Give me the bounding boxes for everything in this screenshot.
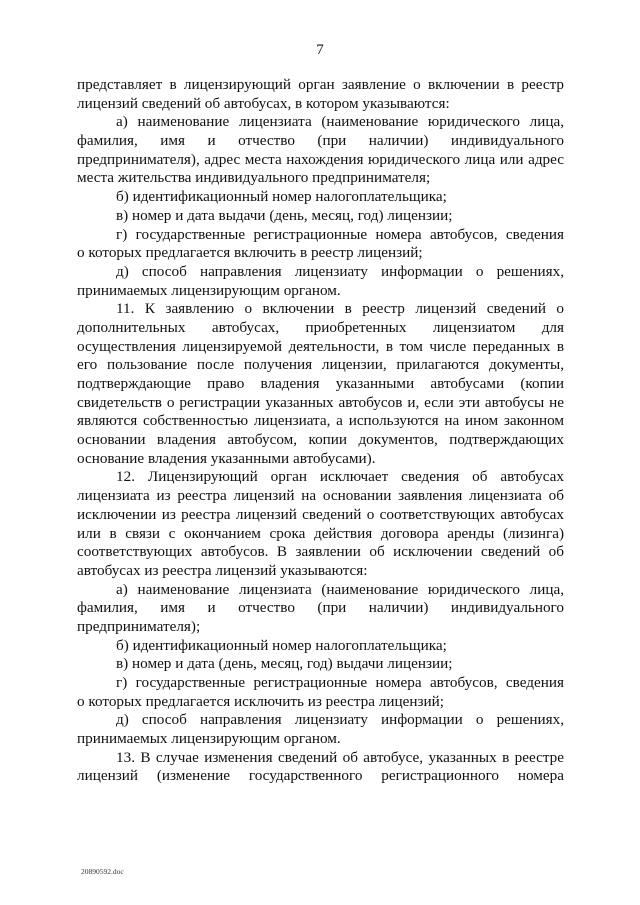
- text-line: г) государственные регистрационные номера автобусов, сведения: [116, 674, 564, 691]
- text-line: д) способ направления лицензиату информации о решениях,: [116, 262, 564, 280]
- text-line: о которых предлагается исключить из реестра лицензий;: [77, 692, 444, 710]
- text-line: свидетельств о регистрации указанных автобусов и, если эти автобусы не: [77, 393, 564, 411]
- text-line: исключении из реестра лицензий сведений о соответствующих автобусах: [77, 505, 564, 523]
- text-line: фамилия, имя и отчество (при наличии) индивидуального: [77, 132, 564, 150]
- text-line: а) наименование лицензиата (наименование юридического лица,: [116, 580, 564, 598]
- text-line: соответствующих автобусов. В заявлении об исключении сведений об: [77, 543, 564, 561]
- text-line: 13. В случае изменения сведений об автобусе, указанных в реестре: [116, 748, 564, 766]
- text-line: г) государственные регистрационные номера автобусов, сведения: [116, 225, 564, 243]
- text-line: или в связи с окончанием срока действия договора аренды (лизинга): [77, 524, 564, 542]
- text-line: осуществления лицензируемой деятельности, в том числе переданных в: [77, 337, 564, 355]
- text-line: предпринимателя), адрес места нахождения юридического лица или адрес: [77, 150, 564, 168]
- document-body: [77, 76, 564, 786]
- text-line: лицензий сведений об автобусах, в котором указываются:: [77, 94, 450, 112]
- text-line: предпринимателя);: [77, 617, 201, 635]
- text-line: 11. К заявлению о включении в реестр лицензий сведений о: [116, 300, 564, 318]
- text-line: автобусах из реестра лицензий указываются:: [77, 561, 368, 579]
- text-line: являются собственностью лицензиата, а используются на ином законном: [77, 412, 564, 430]
- text-line: в) номер и дата (день, месяц, год) выдачи лицензии;: [116, 655, 453, 673]
- text-line: 12. Лицензирующий орган исключает сведения об автобусах: [116, 468, 564, 486]
- text-line: основании владения автобусом, копии документов, подтверждающих: [77, 431, 564, 449]
- text-line: места жительства индивидуального предпринимателя;: [77, 169, 431, 187]
- text-line: лицензий (изменение государственного регистрационного номера: [77, 767, 564, 785]
- text-line: б) идентификационный номер налогоплательщика;: [116, 636, 447, 654]
- page-number: 7: [316, 42, 324, 58]
- text-line: о которых предлагается включить в реестр лицензий;: [77, 244, 423, 262]
- footer-filename: 20890592.doc: [81, 867, 124, 876]
- text-line: представляет в лицензирующий орган заявление о включении в реестр: [77, 76, 564, 93]
- text-line: дополнительных автобусах, приобретенных лицензиатом для: [77, 318, 564, 336]
- text-line: подтверждающие право владения указанными автобусами (копии: [77, 375, 564, 392]
- text-line: фамилия, имя и отчество (при наличии) индивидуального: [77, 599, 564, 617]
- text-line: б) идентификационный номер налогоплательщика;: [116, 188, 447, 206]
- text-line: принимаемых лицензирующим органом.: [77, 730, 341, 748]
- text-line: его пользование после получения лицензии, прилагаются документы,: [77, 356, 564, 374]
- text-line: принимаемых лицензирующим органом.: [77, 281, 341, 299]
- text-line: основание владения указанными автобусами).: [77, 449, 376, 467]
- text-line: д) способ направления лицензиату информации о решениях,: [116, 711, 564, 729]
- text-line: лицензиата из реестра лицензий на основании заявления лицензиата об: [77, 487, 564, 505]
- text-line: а) наименование лицензиата (наименование юридического лица,: [116, 113, 564, 131]
- text-line: в) номер и дата выдачи (день, месяц, год) лицензии;: [116, 206, 453, 224]
